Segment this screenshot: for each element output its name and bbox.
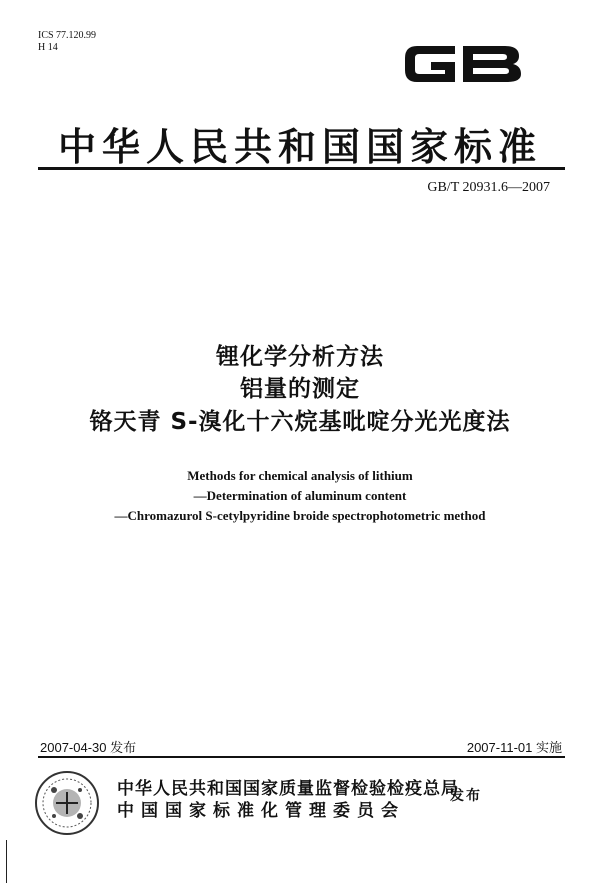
issuer-aqsiq: 中华人民共和国国家质量监督检验检疫总局 <box>117 779 459 799</box>
title-cn-line3: 铬天青 S-溴化十六烷基吡啶分光光度法 <box>89 409 511 435</box>
title-cn-line1: 锂化学分析方法 <box>216 344 384 370</box>
title-en-line2: —Determination of aluminum content <box>193 488 407 503</box>
title-en-line1: Methods for chemical analysis of lithium <box>187 468 413 483</box>
ccs-code: H 14 <box>38 42 58 53</box>
publish-label: 发布 <box>450 788 482 804</box>
issue-date: 2007-04-30 发布 <box>40 740 137 755</box>
standard-number: GB/T 20931.6—2007 <box>427 180 550 195</box>
top-divider <box>38 167 565 170</box>
implementation-date: 2007-11-01 实施 <box>466 740 562 755</box>
official-seal-icon <box>34 770 100 836</box>
bottom-divider <box>38 756 565 758</box>
classification-codes <box>38 30 96 54</box>
standard-category-title: 中华人民共和国国家标准 <box>57 124 542 169</box>
issuer-sac: 中国国家标准化管理委员会 <box>117 801 405 821</box>
title-en-line3: —Chromazurol S-cetylpyridine broide spectrophotometric method <box>114 508 486 523</box>
gb-logo <box>397 34 527 94</box>
ics-code: ICS 77.120.99 <box>38 30 97 41</box>
scan-edge-mark <box>6 840 7 883</box>
title-cn-line2: 铝量的测定 <box>240 376 360 402</box>
